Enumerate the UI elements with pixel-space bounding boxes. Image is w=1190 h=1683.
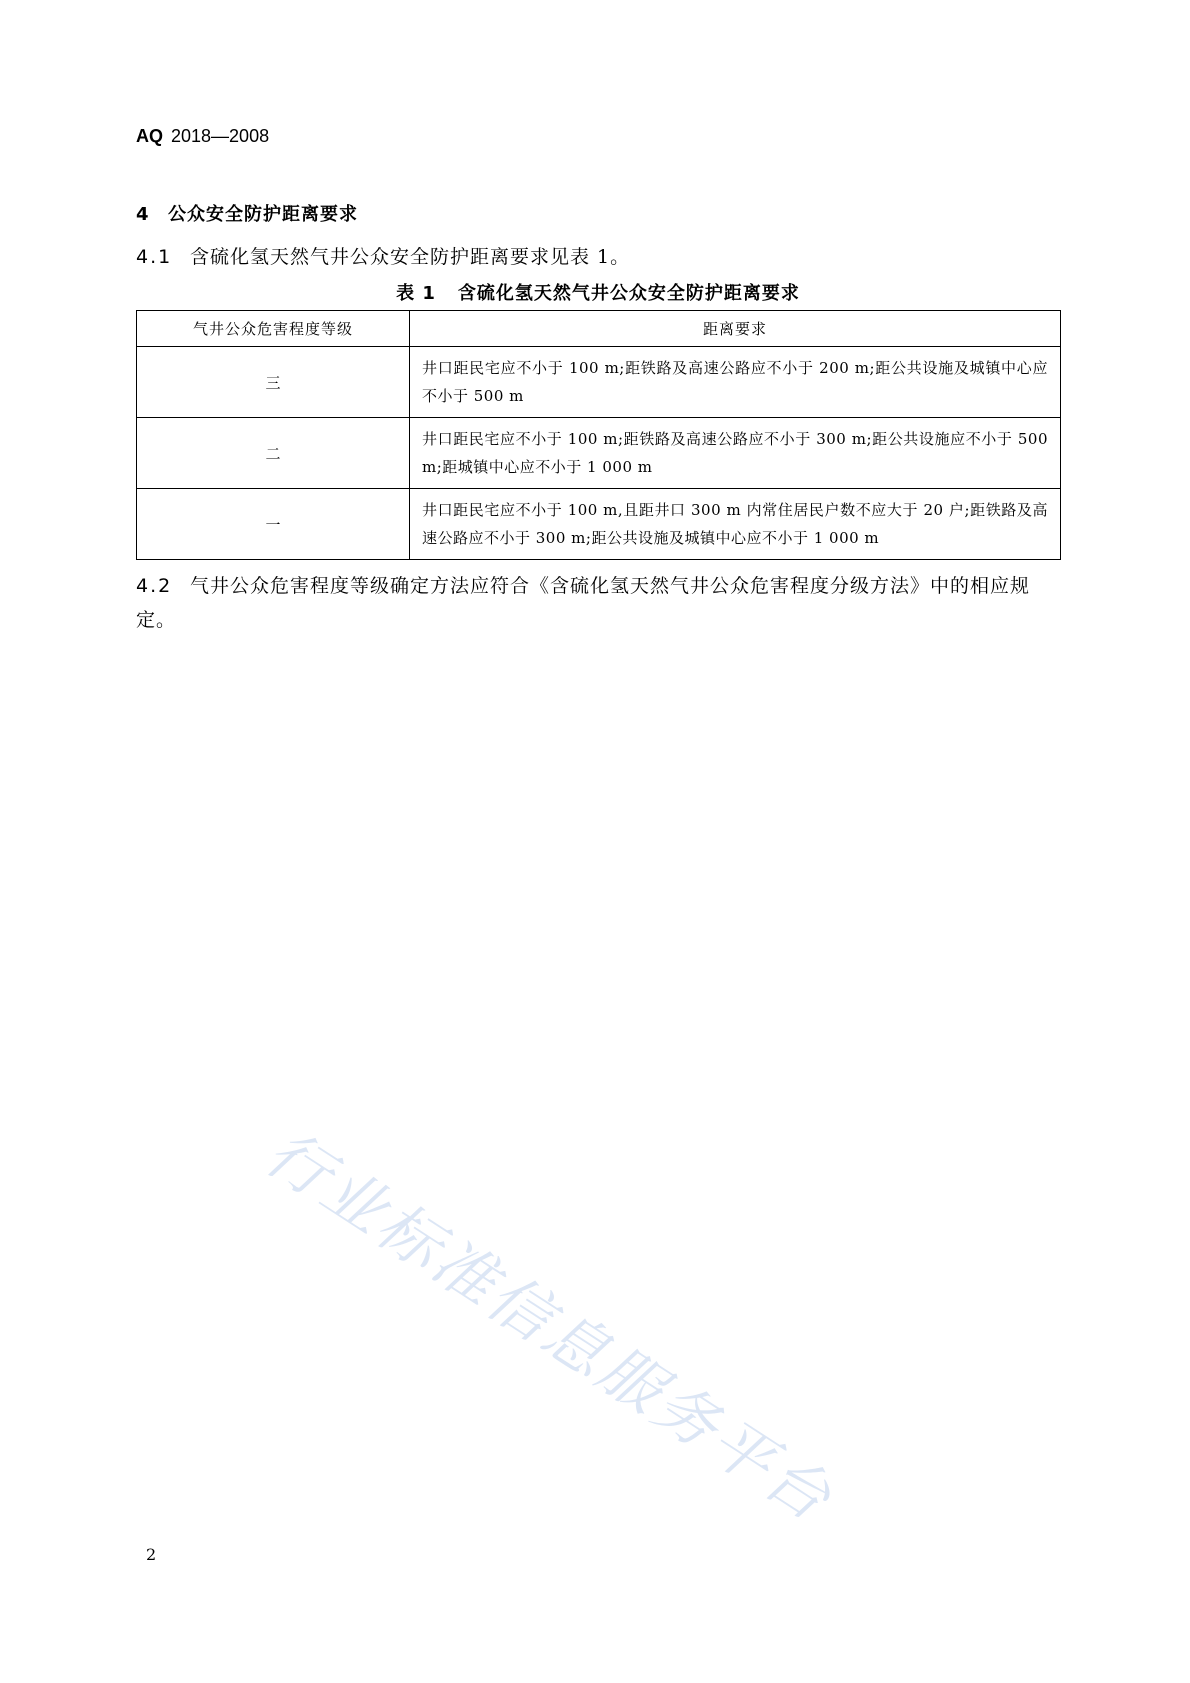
section-number: 4 xyxy=(136,204,150,225)
clause-text: 气井公众危害程度等级确定方法应符合《含硫化氢天然气井公众危害程度分级方法》中的相应规定。 xyxy=(136,575,1031,631)
distance-requirement-cell: 井口距民宅应不小于 100 m;距铁路及高速公路应不小于 300 m;距公共设施应不小于 500 m;距城镇中心应不小于 1 000 m xyxy=(410,418,1061,489)
watermark: 行业标准信息服务平台 xyxy=(253,1115,847,1537)
hazard-level-cell: 二 xyxy=(137,418,410,489)
clause-number: 4.1 xyxy=(136,246,173,268)
column-header-level: 气井公众危害程度等级 xyxy=(137,311,410,347)
section-heading xyxy=(136,200,358,226)
clause-4-2 xyxy=(136,569,1061,637)
hazard-level-cell: 三 xyxy=(137,347,410,418)
section-title: 公众安全防护距离要求 xyxy=(168,204,358,225)
distance-requirements-table xyxy=(136,310,1061,560)
standard-code: 2018—2008 xyxy=(171,126,270,146)
table-title-text: 含硫化氢天然气井公众安全防护距离要求 xyxy=(457,283,800,304)
table-row xyxy=(137,418,1061,489)
clause-text: 含硫化氢天然气井公众安全防护距离要求见表 1。 xyxy=(190,246,631,268)
distance-requirement-cell: 井口距民宅应不小于 100 m,且距井口 300 m 内常住居民户数不应大于 20 户;距铁路及高速公路应不小于 300 m;距公共设施及城镇中心应不小于 1 000 m xyxy=(410,489,1061,560)
distance-requirement-cell: 井口距民宅应不小于 100 m;距铁路及高速公路应不小于 200 m;距公共设施及城镇中心应不小于 500 m xyxy=(410,347,1061,418)
table-title xyxy=(136,279,1060,305)
table-number: 表 1 xyxy=(396,283,436,304)
page-number: 2 xyxy=(146,1545,157,1564)
column-header-distance: 距离要求 xyxy=(410,311,1061,347)
clause-4-1 xyxy=(136,240,1061,274)
table-header-row xyxy=(137,311,1061,347)
table-row xyxy=(137,347,1061,418)
standard-prefix: AQ xyxy=(136,126,163,146)
table-row xyxy=(137,489,1061,560)
standard-number xyxy=(136,126,269,147)
hazard-level-cell: 一 xyxy=(137,489,410,560)
clause-number: 4.2 xyxy=(136,575,173,597)
